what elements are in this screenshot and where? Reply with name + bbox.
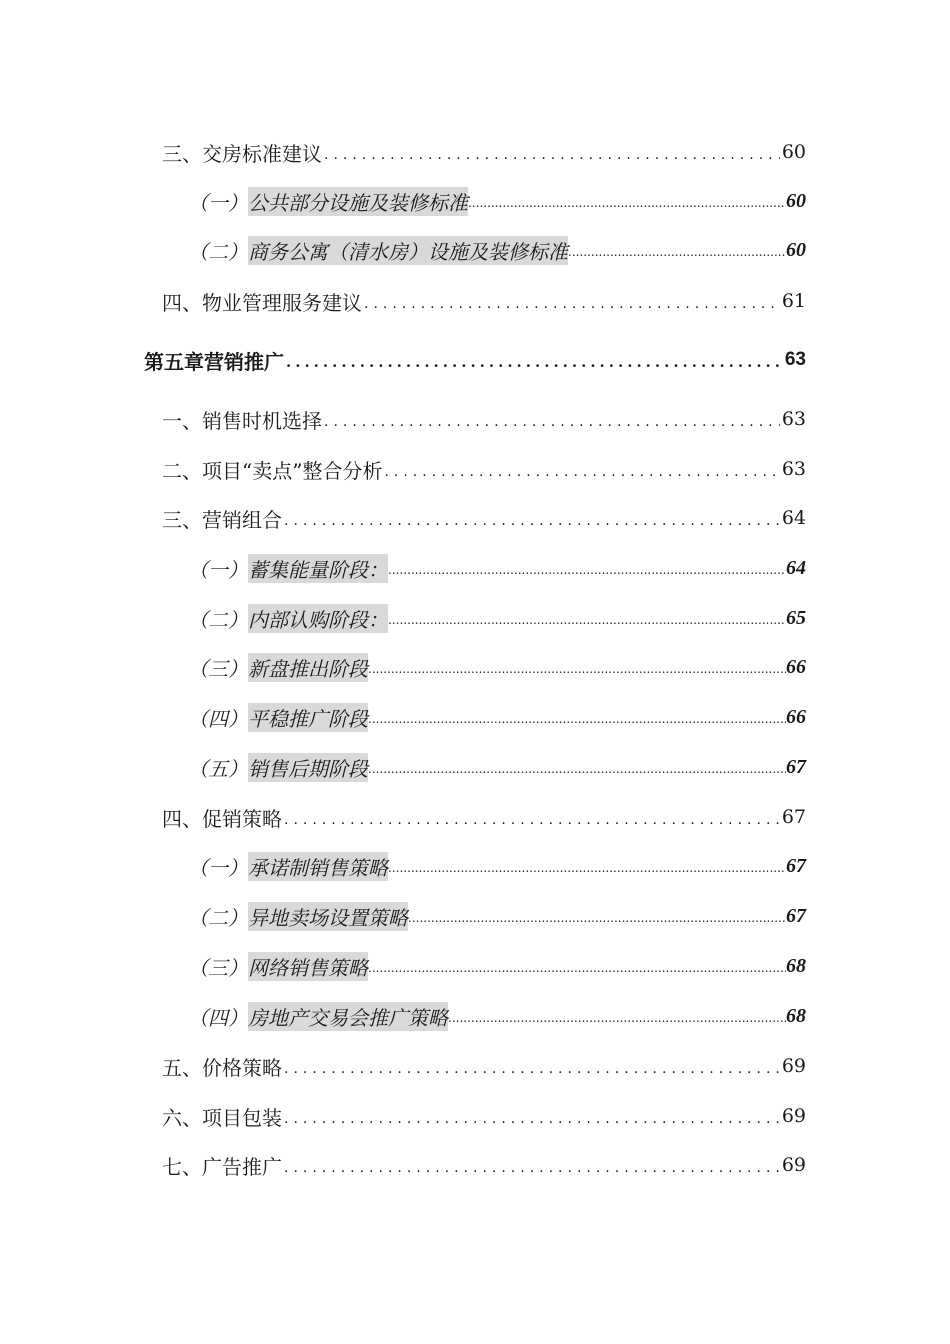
toc-entry-title: 价格策略 (202, 1055, 282, 1080)
toc-dot-leader (284, 1061, 780, 1081)
toc-chapter-page: 63 (784, 349, 806, 370)
toc-entry-title: 网络销售策略 (248, 952, 368, 981)
toc-entry-page: 67 (786, 755, 806, 778)
toc-entry-number: （三） (188, 656, 248, 681)
toc-entry-title: 营销组合 (202, 507, 282, 532)
toc-entry[interactable] (188, 951, 806, 981)
toc-dot-leader (388, 861, 786, 881)
toc-dot-leader (284, 812, 780, 832)
toc-entry-page: 67 (786, 854, 806, 877)
toc-dot-leader (568, 245, 786, 265)
toc-entry-title: 公共部分设施及装修标准 (248, 187, 468, 216)
toc-entry-title: 物业管理服务建议 (202, 290, 362, 315)
toc-entry[interactable] (188, 235, 806, 265)
toc-entry[interactable] (162, 1150, 806, 1180)
toc-entry[interactable] (162, 802, 806, 832)
toc-entry-number: （二） (188, 905, 248, 930)
toc-entry-title: 项目包装 (202, 1105, 282, 1130)
toc-entry-page: 66 (786, 705, 806, 728)
toc-entry-title: 平稳推广阶段 (248, 703, 368, 732)
toc-entry[interactable] (188, 603, 806, 633)
toc-entry[interactable] (188, 702, 806, 732)
toc-entry-title: 销售时机选择 (202, 408, 322, 433)
toc-entry[interactable] (162, 503, 806, 533)
toc-dot-leader (388, 563, 786, 583)
toc-entry-title: 促销策略 (202, 806, 282, 831)
toc-entry-page: 63 (781, 458, 806, 480)
toc-entry-number: 四、 (162, 290, 202, 315)
toc-entry-page: 69 (781, 1055, 806, 1077)
toc-entry-number: 三、 (162, 507, 202, 532)
toc-entry-number: （一） (188, 190, 248, 215)
toc-chapter-number: 第五章 (144, 349, 204, 374)
toc-dot-leader (388, 613, 786, 633)
toc-entry-title: 销售后期阶段 (248, 753, 368, 782)
toc-entry-page: 60 (781, 141, 806, 163)
toc-entry[interactable] (188, 901, 806, 931)
toc-entry-page: 67 (786, 904, 806, 927)
toc-entry[interactable] (162, 404, 806, 434)
toc-chapter-title: 营销推广 (204, 349, 284, 374)
toc-entry[interactable] (162, 454, 806, 484)
toc-entry-title: 交房标准建议 (202, 141, 322, 166)
toc-entry[interactable] (188, 652, 806, 682)
toc-dot-leader (384, 464, 779, 484)
toc-entry-number: 五、 (162, 1055, 202, 1080)
toc-dot-leader (468, 196, 786, 216)
toc-entry-number: 一、 (162, 408, 202, 433)
toc-entry-title: 项目“卖点”整合分析 (202, 458, 383, 483)
toc-entry-title: 承诺制销售策略 (248, 852, 388, 881)
toc-entry-title: 异地卖场设置策略 (248, 902, 408, 931)
toc-dot-leader (284, 513, 780, 533)
toc-entry-number: （一） (188, 855, 248, 880)
toc-entry[interactable] (188, 553, 806, 583)
toc-dot-leader (284, 1160, 780, 1180)
toc-entry-number: （五） (188, 756, 248, 781)
toc-entry-number: （三） (188, 955, 248, 980)
toc-dot-leader (324, 147, 780, 167)
toc-dot-leader (286, 353, 783, 375)
toc-entry-title: 商务公寓（清水房）设施及装修标准 (248, 236, 568, 265)
toc-entry-title: 房地产交易会推广策略 (248, 1002, 448, 1031)
toc-entry-number: （二） (188, 607, 248, 632)
toc-entry-title: 广告推广 (202, 1154, 282, 1179)
toc-entry-title: 蓄集能量阶段： (248, 554, 388, 583)
toc-entry-title: 内部认购阶段： (248, 604, 388, 633)
toc-entry-number: （四） (188, 1005, 248, 1030)
toc-dot-leader (368, 712, 786, 732)
toc-dot-leader (284, 1111, 780, 1131)
toc-entry-number: （四） (188, 706, 248, 731)
toc-entry-page: 64 (781, 507, 806, 529)
toc-entry-number: 二、 (162, 458, 202, 483)
toc-dot-leader (324, 414, 780, 434)
toc-entry[interactable] (188, 186, 806, 216)
toc-entry-page: 67 (781, 806, 806, 828)
toc-dot-leader (408, 911, 786, 931)
toc-entry[interactable] (162, 137, 806, 167)
toc-entry[interactable] (162, 286, 806, 316)
toc-entry[interactable] (162, 1051, 806, 1081)
toc-entry-page: 64 (786, 556, 806, 579)
toc-entry[interactable] (188, 851, 806, 881)
toc-dot-leader (448, 1011, 786, 1031)
toc-entry-title: 新盘推出阶段 (248, 653, 368, 682)
toc-chapter-entry[interactable] (144, 345, 806, 375)
toc-entry-page: 68 (786, 954, 806, 977)
toc-dot-leader (368, 961, 786, 981)
toc-entry-number: 七、 (162, 1154, 202, 1179)
toc-entry-page: 60 (786, 238, 806, 261)
toc-dot-leader (364, 296, 780, 316)
toc-entry-number: 六、 (162, 1105, 202, 1130)
toc-entry[interactable] (162, 1101, 806, 1131)
toc-entry-page: 63 (781, 408, 806, 430)
toc-entry-number: （一） (188, 557, 248, 582)
toc-entry[interactable] (188, 752, 806, 782)
toc-entry-number: 四、 (162, 806, 202, 831)
toc-dot-leader (368, 762, 786, 782)
toc-entry-number: （二） (188, 239, 248, 264)
toc-entry-number: 三、 (162, 141, 202, 166)
toc-entry-page: 69 (781, 1105, 806, 1127)
toc-entry-page: 68 (786, 1004, 806, 1027)
toc-entry[interactable] (188, 1001, 806, 1031)
toc-dot-leader (368, 662, 786, 682)
toc-entry-page: 65 (786, 606, 806, 629)
toc-entry-page: 60 (786, 189, 806, 212)
toc-entry-page: 69 (781, 1154, 806, 1176)
toc-entry-page: 66 (786, 655, 806, 678)
toc-entry-page: 61 (781, 290, 806, 312)
